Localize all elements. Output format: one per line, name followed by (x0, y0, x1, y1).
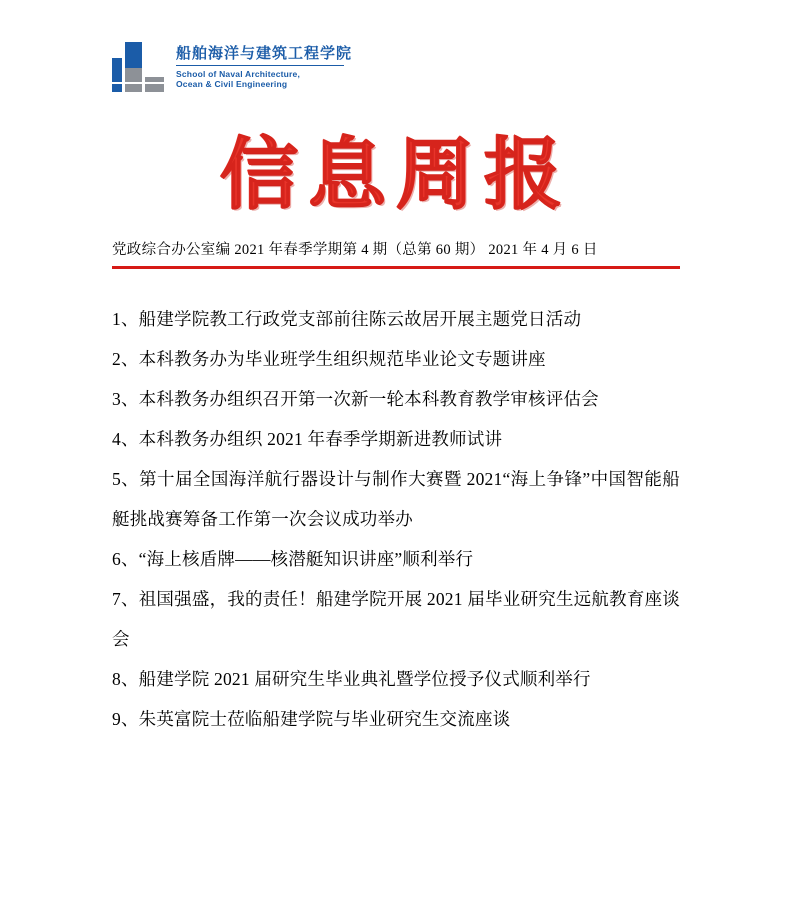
college-logo-icon (112, 42, 164, 92)
letterhead (112, 0, 680, 98)
issue-date: 2021 年 4 月 6 日 (488, 242, 598, 258)
issue-line (112, 238, 680, 259)
list-item: 7、祖国强盛，我的责任！船建学院开展 2021 届毕业研究生远航教育座谈会 (112, 589, 680, 649)
college-name-en-line1: School of Naval Architecture, (176, 68, 301, 79)
list-item: 3、本科教务办组织召开第一次新一轮本科教育教学审核评估会 (112, 389, 599, 409)
issue-number: 2021 年春季学期第 4 期（总第 60 期） (234, 242, 485, 258)
list-item: 9、朱英富院士莅临船建学院与毕业研究生交流座谈 (112, 709, 511, 729)
letterhead-divider (176, 65, 344, 66)
issue-editor: 党政综合办公室编 (112, 242, 231, 258)
list-item: 4、本科教务办组织 2021 年春季学期新进教师试讲 (112, 429, 503, 449)
contents-list (112, 299, 680, 739)
list-item: 8、船建学院 2021 届研究生毕业典礼暨学位授予仪式顺利举行 (112, 669, 591, 689)
list-item: 5、第十届全国海洋航行器设计与制作大赛暨 2021“海上争锋”中国智能船艇挑战赛筹备工作第一次会议成功举办 (112, 469, 680, 529)
letterhead-text (174, 45, 352, 90)
college-name-en-line2: Ocean & Civil Engineering (176, 79, 288, 89)
header-red-rule (112, 266, 680, 269)
list-item: 1、船建学院教工行政党支部前往陈云故居开展主题党日活动 (112, 309, 582, 329)
college-name-cn: 船舶海洋与建筑工程学院 (176, 44, 353, 62)
publication-title: 信息周报 (219, 129, 572, 220)
list-item: 6、“海上核盾牌——核潜艇知识讲座”顺利举行 (112, 549, 474, 569)
masthead (112, 129, 680, 220)
list-item: 2、本科教务办为毕业班学生组织规范毕业论文专题讲座 (112, 349, 546, 369)
